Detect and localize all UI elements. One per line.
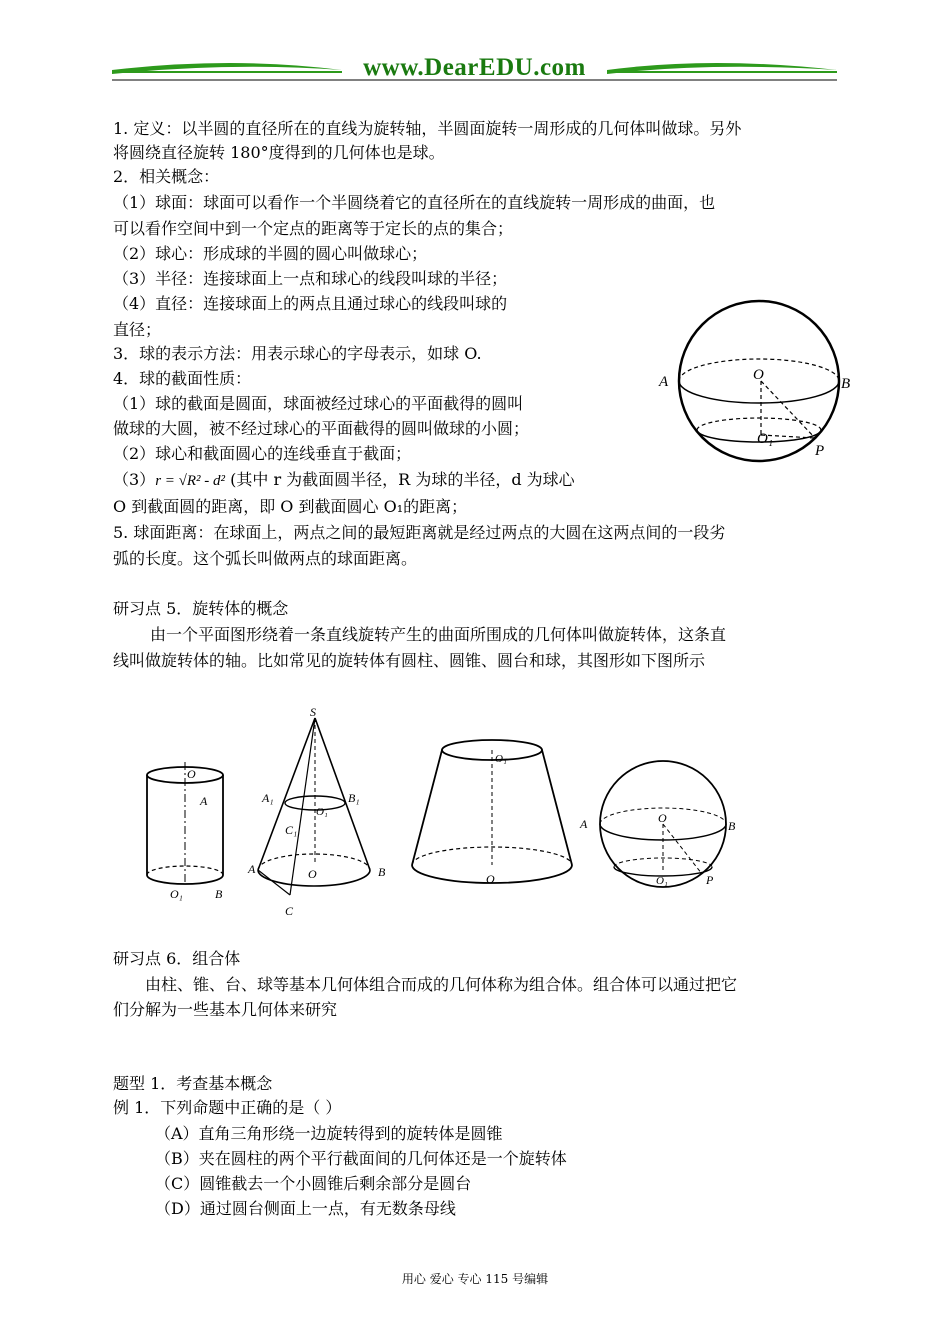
option-a: （A）直角三角形绕一边旋转得到的旋转体是圆锥 (155, 1124, 503, 1143)
text-line: 5. 球面距离：在球面上，两点之间的最短距离就是经过两点的大圆在这两点间的一段劣 (113, 523, 726, 542)
text-line: 1. 定义：以半圆的直径所在的直线为旋转轴，半圆面旋转一周形成的几何体叫做球。另外 (113, 119, 742, 138)
page-footer: 用心 爱心 专心 115 号编辑 (401, 1272, 549, 1286)
formula-line (113, 469, 575, 492)
text-line: 4．球的截面性质： (113, 369, 252, 388)
header-site-name: www.DearEDU.com (363, 54, 586, 81)
text-line: （1）球面：球面可以看作一个半圆绕着它的直径所在的直线旋转一周形成的曲面，也 (113, 193, 716, 212)
text-line: 直径； (113, 320, 162, 339)
section-heading: 研习点 5．旋转体的概念 (113, 599, 289, 618)
svg-text:B: B (215, 887, 223, 901)
label-a: A (659, 374, 669, 390)
text-line: （2）球心和截面圆心的连线垂直于截面； (113, 444, 412, 463)
text-line: 可以看作空间中到一个定点的距离等于定长的点的集合； (113, 219, 514, 238)
question: 例 1．下列命题中正确的是（ ） (113, 1098, 342, 1117)
svg-text:O₁: O₁ (170, 887, 183, 901)
svg-text:A: A (200, 794, 208, 808)
text-line: 2．相关概念： (113, 167, 220, 186)
text-line: （2）球心：形成球的半圆的圆心叫做球心； (113, 244, 428, 263)
svg-text:C: C (285, 904, 294, 918)
text-line: 将圆绕直径旋转 180°度得到的几何体也是球。 (113, 143, 445, 162)
rotation-bodies-diagram (130, 700, 760, 925)
label-b: B (841, 376, 851, 392)
svg-text:A₁: A₁ (262, 791, 274, 805)
svg-text:A: A (248, 862, 256, 876)
text-line: 做球的大圆，被不经过球心的平面截得的圆叫做球的小圆； (113, 419, 530, 438)
header-banner (112, 48, 837, 88)
svg-text:O₁: O₁ (495, 753, 507, 765)
formula: r = √R² - d² (155, 473, 226, 489)
text-line: 3．球的表示方法：用表示球心的字母表示，如球 O. (113, 344, 482, 363)
svg-text:O: O (658, 811, 667, 825)
svg-text:B₁: B₁ (348, 791, 360, 805)
frustum-figure (412, 740, 572, 886)
svg-text:B: B (378, 865, 386, 879)
text-line: 由一个平面图形绕着一条直线旋转产生的曲面所围成的几何体叫做旋转体，这条直 (150, 625, 727, 644)
svg-text:B: B (728, 819, 736, 833)
svg-text:S: S (310, 705, 316, 719)
section-heading: 研习点 6．组合体 (113, 949, 241, 968)
svg-text:O₁: O₁ (316, 806, 328, 818)
svg-text:C₁: C₁ (285, 823, 298, 837)
option-c: （C）圆锥截去一个小圆锥后剩余部分是圆台 (155, 1174, 472, 1193)
formula-suffix: (其中 r 为截面圆半径，R 为球的半径，d 为球心 (225, 470, 575, 489)
option-d: （D）通过圆台侧面上一点，有无数条母线 (155, 1199, 456, 1218)
svg-text:O: O (308, 867, 317, 881)
text-line: 弧的长度。这个弧长叫做两点的球面距离。 (113, 549, 418, 568)
option-b: （B）夹在圆柱的两个平行截面间的几何体还是一个旋转体 (155, 1149, 567, 1168)
text-line: 们分解为一些基本几何体来研究 (113, 1000, 338, 1019)
text-line: O 到截面圆的距离，即 O 到截面圆心 O₁的距离； (113, 497, 468, 516)
cylinder-figure (147, 762, 223, 901)
sphere-section-diagram (655, 295, 855, 470)
section-heading: 题型 1．考查基本概念 (113, 1074, 273, 1093)
text-line: （1）球的截面是圆面，球面被经过球心的平面截得的圆叫 (113, 394, 524, 413)
text-line: 线叫做旋转体的轴。比如常见的旋转体有圆柱、圆锥、圆台和球，其图形如下图所示 (113, 651, 706, 670)
text-line: 由柱、锥、台、球等基本几何体组合而成的几何体称为组合体。组合体可以通过把它 (145, 975, 738, 994)
formula-prefix: （3） (113, 470, 156, 489)
text-line: （3）半径：连接球面上一点和球心的线段叫球的半径； (113, 269, 508, 288)
cone-figure (247, 705, 386, 918)
svg-text:O₁: O₁ (656, 875, 668, 887)
label-o1: O₁ (757, 431, 774, 447)
text-line: （4）直径：连接球面上的两点且通过球心的线段叫球的 (113, 294, 508, 313)
sphere-figure (579, 761, 736, 887)
svg-text:A: A (580, 817, 588, 831)
svg-text:P: P (706, 873, 714, 887)
svg-text:O: O (187, 767, 196, 781)
label-o: O (753, 367, 764, 383)
svg-text:O: O (486, 872, 495, 886)
label-p: P (815, 443, 825, 459)
